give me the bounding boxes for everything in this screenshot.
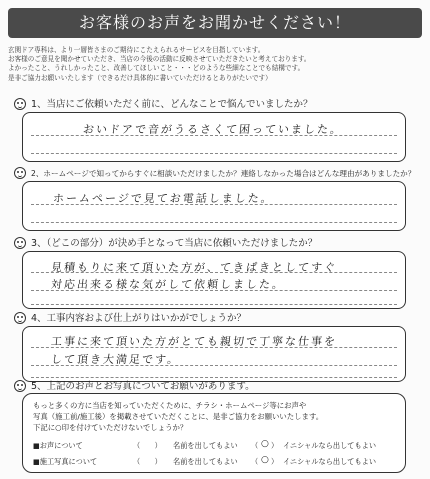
question-label: 3、（どこの部分）が決め手となって当店に依頼いただけましたか？ bbox=[31, 238, 318, 249]
initial-option: イニシャルなら出してもよい bbox=[283, 457, 377, 466]
question-5 bbox=[14, 380, 414, 394]
option-label: ■施工写真について bbox=[33, 457, 98, 466]
question-label: 2、ホームページで知ってからすぐに相談いただけましたか？連絡しなかった場合はどんな理由がありましたか？ bbox=[31, 169, 416, 178]
question-label: 1、当店にご依頼いただく前に、どんなことで悩んでいましたか？ bbox=[31, 99, 313, 110]
handwritten-answer: 見積もりに来て頂いた方が、てきぱきとしてすぐ bbox=[50, 261, 338, 274]
option-label: ■お声について bbox=[33, 441, 83, 450]
intro-text bbox=[8, 46, 422, 83]
question-label: 5、上記のお声とお写真についてお願いがあります。 bbox=[31, 381, 255, 392]
handwritten-answer: 工事に来て頂いた方がとても親切で丁寧な仕事を bbox=[50, 335, 338, 348]
request-line: 写真（施工前/施工後）を掲載させていただくことに、是非ご協力をお願いいたします。 bbox=[33, 412, 324, 421]
request-line: 下記に○印を付けていただけないでしょうか？ bbox=[33, 423, 188, 432]
question-3 bbox=[14, 237, 414, 251]
question-1 bbox=[14, 98, 414, 112]
answer-box-3 bbox=[22, 251, 406, 309]
face-icon bbox=[14, 237, 26, 249]
face-icon bbox=[14, 312, 26, 324]
intro-line: 玄関ドア専科は、より一層皆さまのご期待にこたえられるサービスを目指しています。 bbox=[8, 46, 265, 54]
circle-mark: ○ bbox=[261, 455, 269, 465]
handwritten-answer: して頂き大満足です。 bbox=[50, 353, 181, 366]
handwritten-answer: ホームページで見てお電話しました。 bbox=[52, 192, 275, 205]
paren-close: ） bbox=[271, 441, 279, 450]
name-option: 名前を出してもよい bbox=[173, 457, 238, 466]
question-4 bbox=[14, 312, 414, 326]
page-title: お客様のお声をお聞かせください！ bbox=[8, 8, 422, 38]
answer-box-2 bbox=[22, 181, 406, 231]
face-icon bbox=[14, 167, 26, 179]
name-checkbox[interactable]: （ ） bbox=[133, 457, 162, 466]
intro-line: お客様のご意見を聞かせていただき、当店の今後の活動に反映させていただきたいと考えております。 bbox=[8, 55, 311, 64]
intro-line: 是非ご協力お願いいたします（できるだけ具体的に書いていただけるとありがたいです） bbox=[8, 73, 272, 82]
circle-mark: ○ bbox=[261, 439, 269, 449]
question-label: 4、工事内容および仕上がりはいかがでしょうか？ bbox=[31, 313, 247, 324]
initial-option: イニシャルなら出してもよい bbox=[283, 441, 377, 450]
request-line: もっと多くの方に当店を知っていただくために、チラシ・ホームページ等にお声や bbox=[33, 401, 307, 410]
handwritten-answer: 対応出来る様な気がして依頼しました。 bbox=[50, 278, 286, 291]
paren-close: ） bbox=[271, 457, 279, 466]
consent-box bbox=[22, 393, 406, 473]
name-checkbox[interactable]: （ ） bbox=[133, 441, 162, 450]
handwritten-answer: おいドアで音がうるさくて困っていました。 bbox=[82, 123, 344, 136]
intro-line: よかったこと、うれしかったこと、改善してほしいこと・・・どのような些細なことでも結構です。 bbox=[8, 64, 305, 73]
answer-box-4 bbox=[22, 326, 406, 382]
initial-checkbox[interactable]: （ bbox=[251, 441, 259, 450]
face-icon bbox=[14, 380, 26, 392]
question-2 bbox=[14, 167, 414, 181]
name-option: 名前を出してもよい bbox=[173, 441, 238, 450]
consent-row-photo bbox=[33, 456, 397, 468]
consent-row-voice bbox=[33, 440, 397, 452]
initial-checkbox[interactable]: （ bbox=[251, 457, 259, 466]
face-icon bbox=[14, 98, 26, 110]
answer-box-1 bbox=[22, 112, 406, 162]
